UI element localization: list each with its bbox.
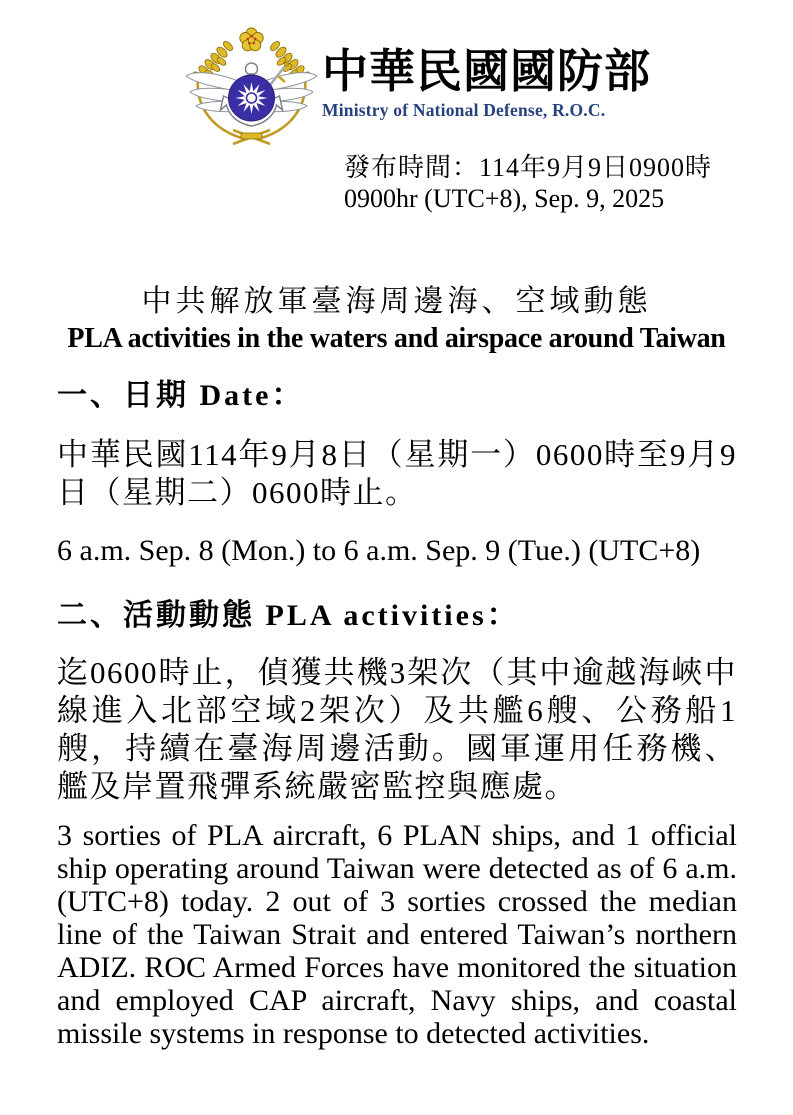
document-title (0, 276, 793, 355)
date-paragraph-en: 6 a.m. Sep. 8 (Mon.) to 6 a.m. Sep. 9 (Tue.) (UTC+8) (57, 534, 701, 567)
document-title-en: PLA activities in the waters and airspace around Taiwan (67, 323, 726, 354)
date-paragraph-zh: 中華民國114年9月8日（星期一）0600時至9月9日（星期二）0600時止。 (57, 437, 737, 510)
release-time-en: 0900hr (UTC+8), Sep. 9, 2025 (344, 184, 665, 213)
activities-paragraph-en: 3 sorties of PLA aircraft, 6 PLAN ships, and 1 official ship operating around Taiwan were detected as of 6 a.m. (UTC+8) today. 2 out of 3 sorties crossed the median line of the Taiwan Strait and entered Taiwan’s northern ADIZ. ROC Armed Forces have monitored the situation and employed CAP aircraft, Navy ships, and coastal missile systems in response to detected activities. (57, 819, 737, 1050)
org-header (322, 46, 651, 121)
org-name-en: Ministry of National Defense, R.O.C. (322, 99, 606, 120)
activities-paragraph-zh: 迄0600時止，偵獲共機3架次（其中逾越海峽中線進入北部空域2架次）及共艦6艘、公務船1艘，持續在臺海周邊活動。國軍運用任務機、艦及岸置飛彈系統嚴密監控與應處。 (57, 655, 737, 804)
release-time (344, 152, 712, 214)
org-name-zh: 中華民國國防部 (322, 46, 651, 97)
section-heading-date: 一、日期 Date： (57, 379, 305, 412)
section-heading-activities: 二、活動動態 PLA activities： (57, 599, 520, 632)
release-time-zh: 發布時間：114年9月9日0900時 (344, 153, 713, 182)
document-title-zh: 中共解放軍臺海周邊海、空域動態 (141, 285, 652, 318)
mnd-emblem-icon (183, 27, 320, 148)
document-body (57, 377, 737, 1050)
